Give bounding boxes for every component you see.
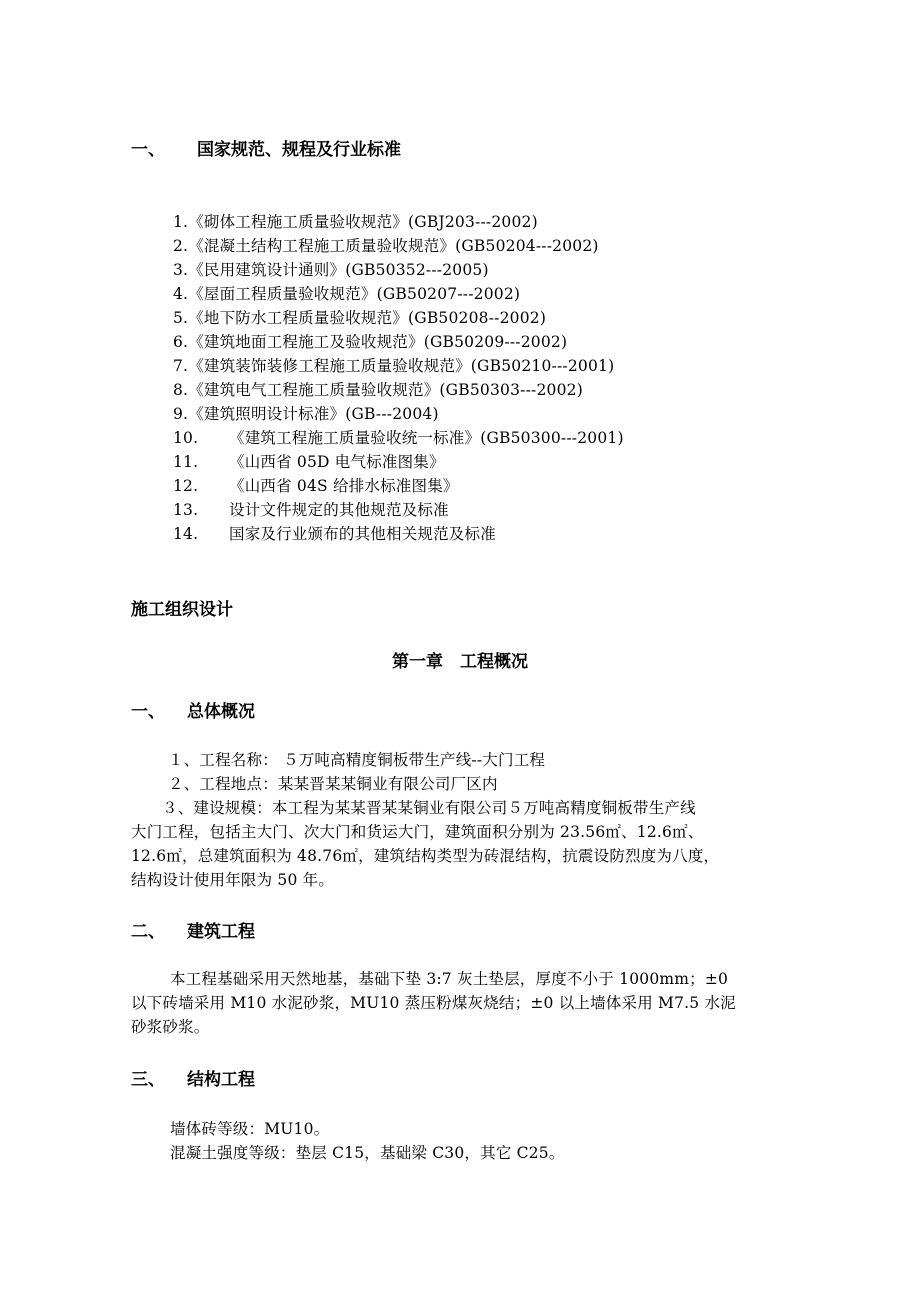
section-number: 三、	[131, 1070, 165, 1090]
section-title: 国家规范、规程及行业标准	[197, 140, 401, 160]
list-item-text: 《建筑工程施工质量验收统一标准》(GB50300---2001)	[229, 429, 624, 447]
list-item: 5.《地下防水工程质量验收规范》(GB50208--2002)	[173, 309, 547, 327]
list-item: 1.《砌体工程施工质量验收规范》(GBJ203---2002)	[173, 213, 538, 231]
structure-line: 混凝土强度等级：垫层 C15，基础梁 C30，其它 C25。	[170, 1144, 565, 1162]
design-title: 施工组织设计	[131, 600, 233, 620]
list-item-number: 12.	[173, 477, 199, 495]
list-item: 8.《建筑电气工程施工质量验收规范》(GB50303---2002)	[173, 381, 583, 399]
section-title: 建筑工程	[187, 922, 255, 942]
list-item-text: 国家及行业颁布的其他相关规范及标准	[229, 525, 496, 543]
section-number: 二、	[131, 922, 165, 942]
structure-line: 墙体砖等级：MU10。	[170, 1120, 330, 1138]
building-line: 本工程基础采用天然地基，基础下垫 3:7 灰土垫层，厚度不小于 1000mm；±0	[170, 970, 729, 988]
building-line: 以下砖墙采用 M10 水泥砂浆，MU10 蒸压粉煤灰烧结；±0 以上墙体采用 M7.5 水泥	[131, 994, 736, 1012]
list-item: 4.《屋面工程质量验收规范》(GB50207---2002)	[173, 285, 521, 303]
overview-line: 结构设计使用年限为 50 年。	[131, 871, 335, 889]
overview-line: 12.6㎡，总建筑面积为 48.76㎡，建筑结构类型为砖混结构，抗震设防烈度为八度，	[131, 847, 720, 865]
section-title: 结构工程	[187, 1070, 255, 1090]
overview-item: ２、工程地点：某某晋某某铜业有限公司厂区内	[168, 775, 498, 793]
building-line: 砂浆砂浆。	[131, 1018, 210, 1036]
list-item: 6.《建筑地面工程施工及验收规范》(GB50209---2002)	[173, 333, 568, 351]
list-item-text: 《山西省 05D 电气标准图集》	[229, 453, 445, 471]
section-number: 一、	[131, 702, 165, 722]
list-item: 9.《建筑照明设计标准》(GB---2004)	[173, 405, 439, 423]
overview-line: 大门工程，包括主大门、次大门和货运大门，建筑面积分别为 23.56㎡、12.6㎡、	[131, 823, 704, 841]
list-item: 7.《建筑装饰装修工程施工质量验收规范》(GB50210---2001)	[173, 357, 615, 375]
list-item-number: 14.	[173, 525, 199, 543]
overview-item: ３、建设规模：本工程为某某晋某某铜业有限公司５万吨高精度铜板带生产线	[162, 799, 696, 817]
section-number: 一、	[131, 140, 165, 160]
list-item-text: 《山西省 04S 给排水标准图集》	[229, 477, 459, 495]
list-item-number: 10.	[173, 429, 199, 447]
list-item-number: 11.	[173, 453, 199, 471]
section-title: 总体概况	[187, 702, 255, 722]
list-item: 3.《民用建筑设计通则》(GB50352---2005)	[173, 261, 489, 279]
chapter-title: 第一章 工程概况	[392, 652, 528, 672]
overview-item: １、工程名称： ５万吨高精度铜板带生产线--大门工程	[168, 751, 546, 769]
list-item: 2.《混凝土结构工程施工质量验收规范》(GB50204---2002)	[173, 237, 599, 255]
list-item-number: 13.	[173, 501, 199, 519]
list-item-text: 设计文件规定的其他规范及标准	[229, 501, 449, 519]
